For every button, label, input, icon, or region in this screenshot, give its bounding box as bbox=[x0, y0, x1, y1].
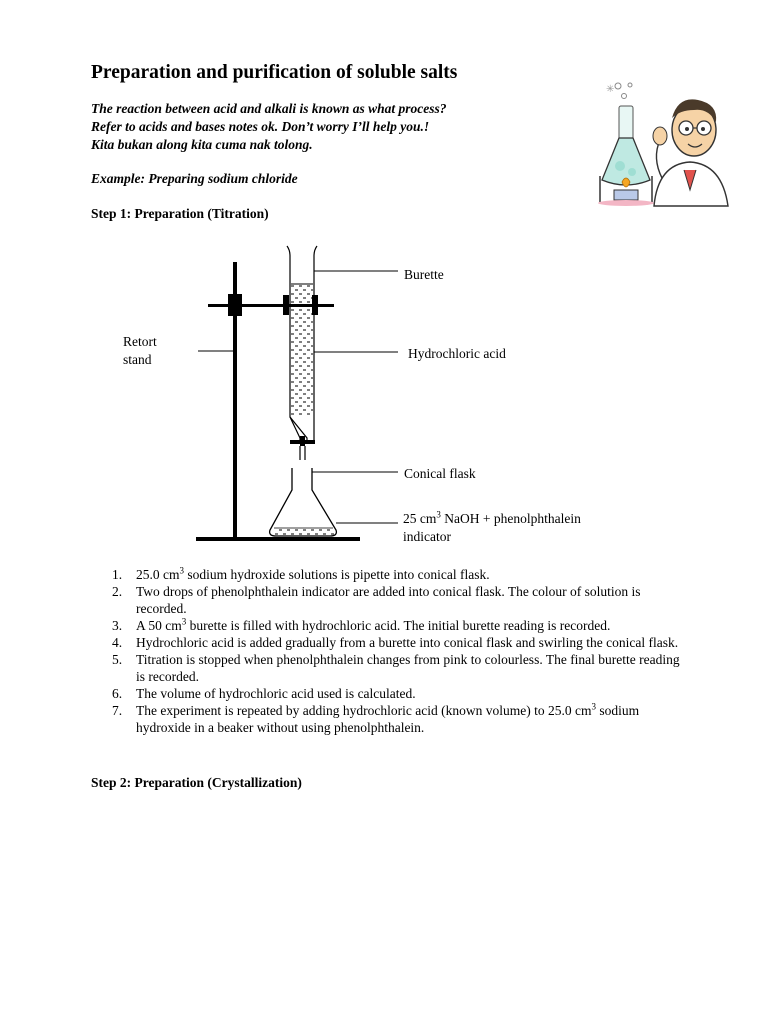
procedure-step-1: 1. 25.0 $cm^3$ sodium hydroxide solutions is pipette into conical flask. bbox=[112, 565, 490, 582]
step-2-heading: Step 2: Preparation (Crystallization) bbox=[91, 775, 302, 790]
label-burette: Burette bbox=[404, 267, 444, 282]
svg-text:✳: ✳ bbox=[606, 84, 615, 95]
intro-line-1: The reaction between acid and alkali is known as what process? bbox=[91, 101, 447, 116]
clamp-boss bbox=[228, 294, 242, 316]
intro-text bbox=[91, 100, 447, 154]
retort-stand-base bbox=[196, 537, 360, 541]
intro-line-3: Kita bukan along kita cuma nak tolong. bbox=[91, 137, 313, 152]
label-conical-flask: Conical flask bbox=[404, 466, 476, 481]
example-text: Example: Preparing sodium chloride bbox=[91, 171, 298, 186]
procedure-step-3: 3. A 50 $cm^3$ burette is filled with hydrochloric acid. The initial burette reading is recorded. bbox=[112, 616, 611, 633]
label-hydrochloric-acid: Hydrochloric acid bbox=[408, 346, 506, 361]
procedure-step-4: 4. Hydrochloric acid is added gradually from a burette into conical flask and swirling the conical flask. bbox=[112, 635, 679, 650]
scientist-illustration bbox=[592, 78, 737, 208]
page-title: Preparation and purification of soluble salts bbox=[91, 62, 458, 83]
intro-line-2: Refer to acids and bases notes ok. Don’t worry I’ll help you.! bbox=[91, 119, 430, 134]
hydrochloric-acid-fill bbox=[291, 284, 313, 417]
titration-diagram bbox=[190, 240, 420, 550]
step-1-heading: Step 1: Preparation (Titration) bbox=[91, 206, 269, 221]
label-naoh-indicator: 25 $cm^3$ NaOH + phenolphthalein indicator bbox=[403, 509, 581, 544]
procedure-step-5: 5. Titration is stopped when phenolphthalein changes from pink to colourless. The final burette reading is recorded. bbox=[112, 652, 680, 684]
procedure-step-7: 7. The experiment is repeated by adding hydrochloric acid (known volume) to 25.0 $cm^3$ sodium hydroxide in a beaker without using phenolphthalein. bbox=[112, 701, 640, 735]
procedure-step-6: 6. The volume of hydrochloric acid used is calculated. bbox=[112, 686, 416, 701]
label-retort-stand: Retort stand bbox=[123, 334, 157, 367]
procedure-step-2: 2. Two drops of phenolphthalein indicator are added into conical flask. The colour of solution is recorded. bbox=[112, 584, 641, 616]
conical-flask bbox=[270, 468, 337, 536]
procedure-steps bbox=[112, 566, 692, 736]
